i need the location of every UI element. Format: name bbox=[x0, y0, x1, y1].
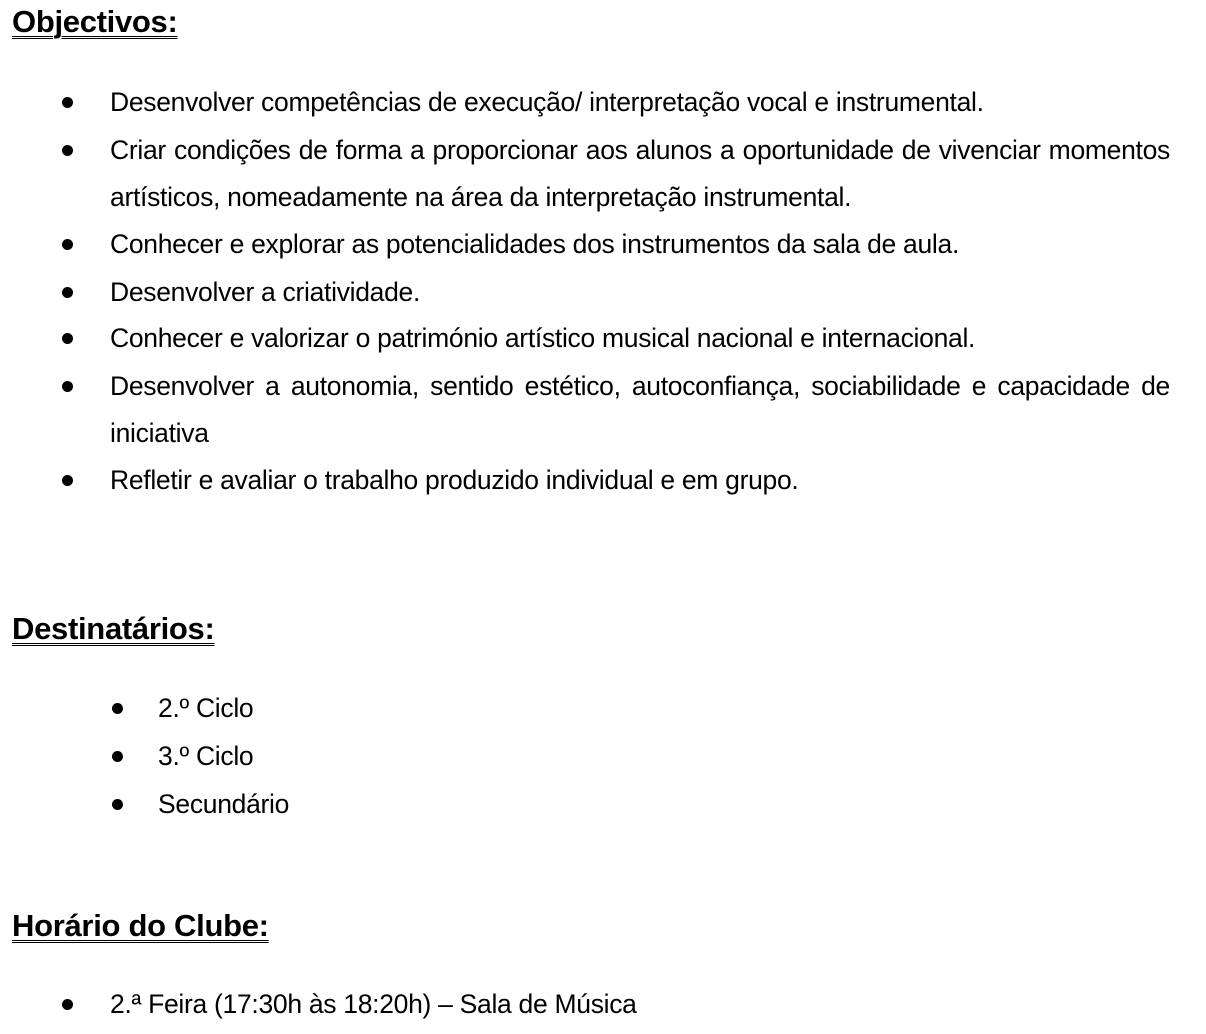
bullet-icon bbox=[62, 999, 73, 1010]
objective-text: Desenvolver competências de execução/ interpretação vocal e instrumental. bbox=[110, 87, 984, 117]
objective-item bbox=[110, 79, 1170, 126]
objective-item bbox=[110, 269, 1170, 316]
target-item bbox=[158, 781, 558, 828]
schedule-text: 2.ª Feira (17:30h às 18:20h) – Sala de Música bbox=[110, 989, 637, 1019]
objective-text: Conhecer e valorizar o património artístico musical nacional e internacional. bbox=[110, 323, 976, 353]
bullet-icon bbox=[112, 703, 123, 714]
objective-item bbox=[110, 363, 1170, 457]
bullet-icon bbox=[62, 287, 73, 298]
objective-item bbox=[110, 315, 1170, 362]
bullet-icon bbox=[62, 475, 73, 486]
objective-text: Refletir e avaliar o trabalho produzido individual e em grupo. bbox=[110, 465, 799, 495]
bullet-icon bbox=[112, 799, 123, 810]
schedule-item bbox=[110, 981, 1010, 1028]
bullet-icon bbox=[62, 381, 73, 392]
target-item bbox=[158, 733, 558, 780]
objective-item bbox=[110, 221, 1170, 268]
target-text: 2.º Ciclo bbox=[158, 693, 254, 723]
objective-item bbox=[110, 457, 1170, 504]
bullet-icon bbox=[62, 333, 73, 344]
schedule-heading: Horário do Clube: bbox=[12, 908, 269, 943]
bullet-icon bbox=[62, 145, 73, 156]
target-text: 3.º Ciclo bbox=[158, 741, 254, 771]
target-text: Secundário bbox=[158, 789, 290, 819]
bullet-icon bbox=[112, 751, 123, 762]
bullet-icon bbox=[62, 97, 73, 108]
target-item bbox=[158, 685, 558, 732]
objective-text: Desenvolver a autonomia, sentido estético, autoconfiança, sociabilidade e capacidade de iniciativa bbox=[110, 371, 1170, 448]
objectives-heading: Objectivos: bbox=[12, 4, 178, 39]
objective-text: Desenvolver a criatividade. bbox=[110, 277, 421, 307]
objective-text: Conhecer e explorar as potencialidades dos instrumentos da sala de aula. bbox=[110, 229, 960, 259]
bullet-icon bbox=[62, 239, 73, 250]
objective-item bbox=[110, 127, 1170, 221]
targets-heading: Destinatários: bbox=[12, 611, 215, 646]
objective-text: Criar condições de forma a proporcionar aos alunos a oportunidade de vivenciar momentos artísticos, nomeadamente na área da interpretação instrumental. bbox=[110, 135, 1170, 212]
